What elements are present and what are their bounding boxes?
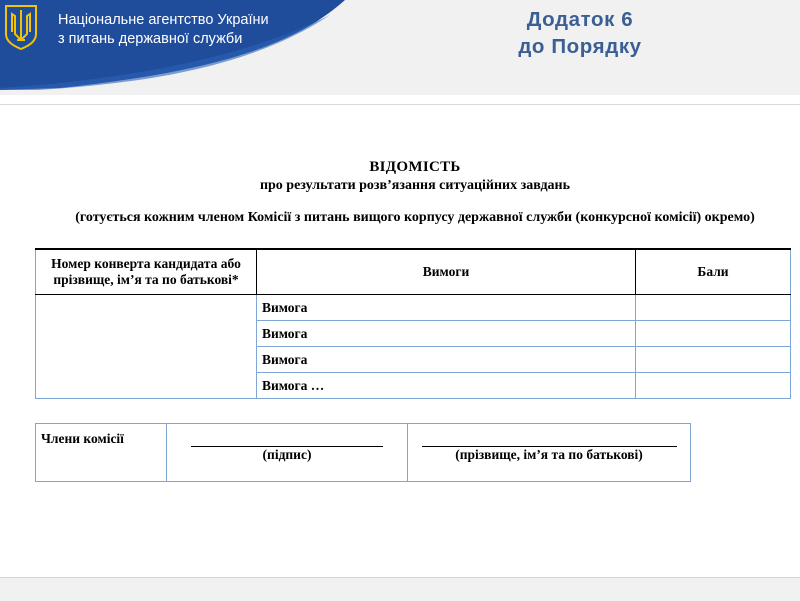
document-caption (430, 6, 730, 60)
candidate-column-header (36, 249, 257, 295)
points-cell[interactable] (636, 295, 791, 321)
signature-table (35, 423, 691, 482)
agency-name (58, 11, 269, 49)
requirement-cell: Вимога (257, 321, 636, 347)
requirements-column-header: Вимоги (257, 249, 636, 295)
trident-emblem-icon (4, 4, 38, 50)
name-cell[interactable] (408, 424, 691, 482)
document-note: (готується кожним членом Комісії з питань вищого корпусу державної служби (конкурсної комісії) окремо) (75, 210, 755, 225)
footer-bar (0, 577, 800, 601)
caption-line2: до Порядку (518, 35, 642, 58)
requirement-cell: Вимога (257, 295, 636, 321)
requirement-cell: Вимога (257, 347, 636, 373)
signature-caption: (підпис) (262, 447, 312, 462)
points-column-header: Бали (636, 249, 791, 295)
agency-name-line2: з питань державної служби (58, 31, 243, 47)
agency-name-line1: Національне агентство України (58, 12, 269, 28)
document-title: ВІДОМІСТЬ (369, 159, 461, 175)
candidate-cell[interactable] (36, 295, 257, 399)
requirement-cell: Вимога … (257, 373, 636, 399)
candidate-header-line1: Номер конверта кандидата або (51, 256, 241, 271)
results-table (35, 248, 791, 399)
points-cell[interactable] (636, 373, 791, 399)
signature-row (36, 424, 691, 482)
points-cell[interactable] (636, 347, 791, 373)
signature-cell[interactable] (167, 424, 408, 482)
results-table-header-row (36, 249, 791, 295)
document-subtitle: про результати розв’язання ситуаційних завдань (259, 178, 571, 193)
points-cell[interactable] (636, 321, 791, 347)
header-divider (0, 104, 800, 105)
commission-members-label: Члени комісії (36, 424, 167, 482)
candidate-header-line2: прізвище, ім’я та по батькові* (53, 272, 239, 287)
table-row (36, 295, 791, 321)
name-caption: (прізвище, ім’я та по батькові) (455, 447, 643, 462)
caption-line1: Додаток 6 (526, 8, 634, 31)
